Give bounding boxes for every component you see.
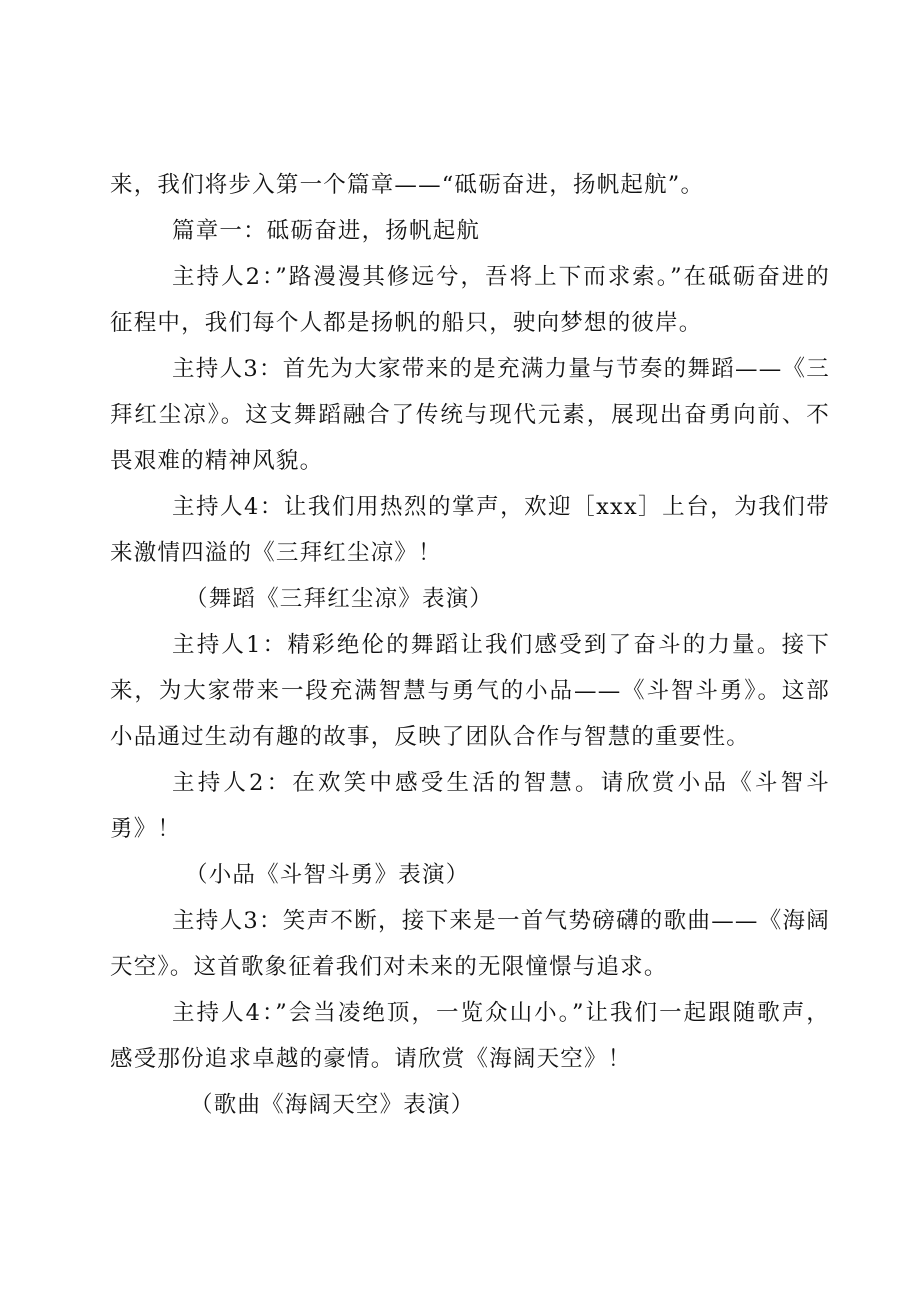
host3-line-1: 主持人3：首先为大家带来的是充满力量与节奏的舞蹈——《三拜红尘凉》。这支舞蹈融合了传统与现代元素，展现出奋勇向前、不畏艰难的精神风貌。 xyxy=(110,356,830,474)
host4-line-1: 主持人4：让我们用热烈的掌声，欢迎［xxx］上台，为我们带来激情四溢的《三拜红尘凉》！ xyxy=(110,494,830,566)
stage-direction-skit: （小品《斗智斗勇》表演） xyxy=(185,862,470,888)
host2-line-2: 主持人2：在欢笑中感受生活的智慧。请欣赏小品《斗智斗勇》！ xyxy=(110,770,830,842)
host2-line-1: 主持人2：”路漫漫其修远兮，吾将上下而求索。”在砥砺奋进的征程中，我们每个人都是扬帆的船只，驶向梦想的彼岸。 xyxy=(110,264,830,336)
stage-direction-dance: （舞蹈《三拜红尘凉》表演） xyxy=(185,586,494,612)
stage-direction-song: （歌曲《海阔天空》表演） xyxy=(190,1092,475,1118)
document-body xyxy=(110,162,830,1128)
host4-line-2: 主持人4：”会当凌绝顶，一览众山小。”让我们一起跟随歌声，感受那份追求卓越的豪情。请欣赏《海阔天空》！ xyxy=(110,1000,830,1072)
host1-line: 主持人1：精彩绝伦的舞蹈让我们感受到了奋斗的力量。接下来，为大家带来一段充满智慧与勇气的小品——《斗智斗勇》。这部小品通过生动有趣的故事，反映了团队合作与智慧的重要性。 xyxy=(110,632,830,750)
host3-line-2: 主持人3：笑声不断，接下来是一首气势磅礴的歌曲——《海阔天空》。这首歌象征着我们对未来的无限憧憬与追求。 xyxy=(110,908,830,980)
paragraph-continuation: 来，我们将步入第一个篇章——“砥砺奋进，扬帆起航”。 xyxy=(110,172,705,198)
chapter-heading: 篇章一：砥砺奋进，扬帆起航 xyxy=(172,218,481,244)
